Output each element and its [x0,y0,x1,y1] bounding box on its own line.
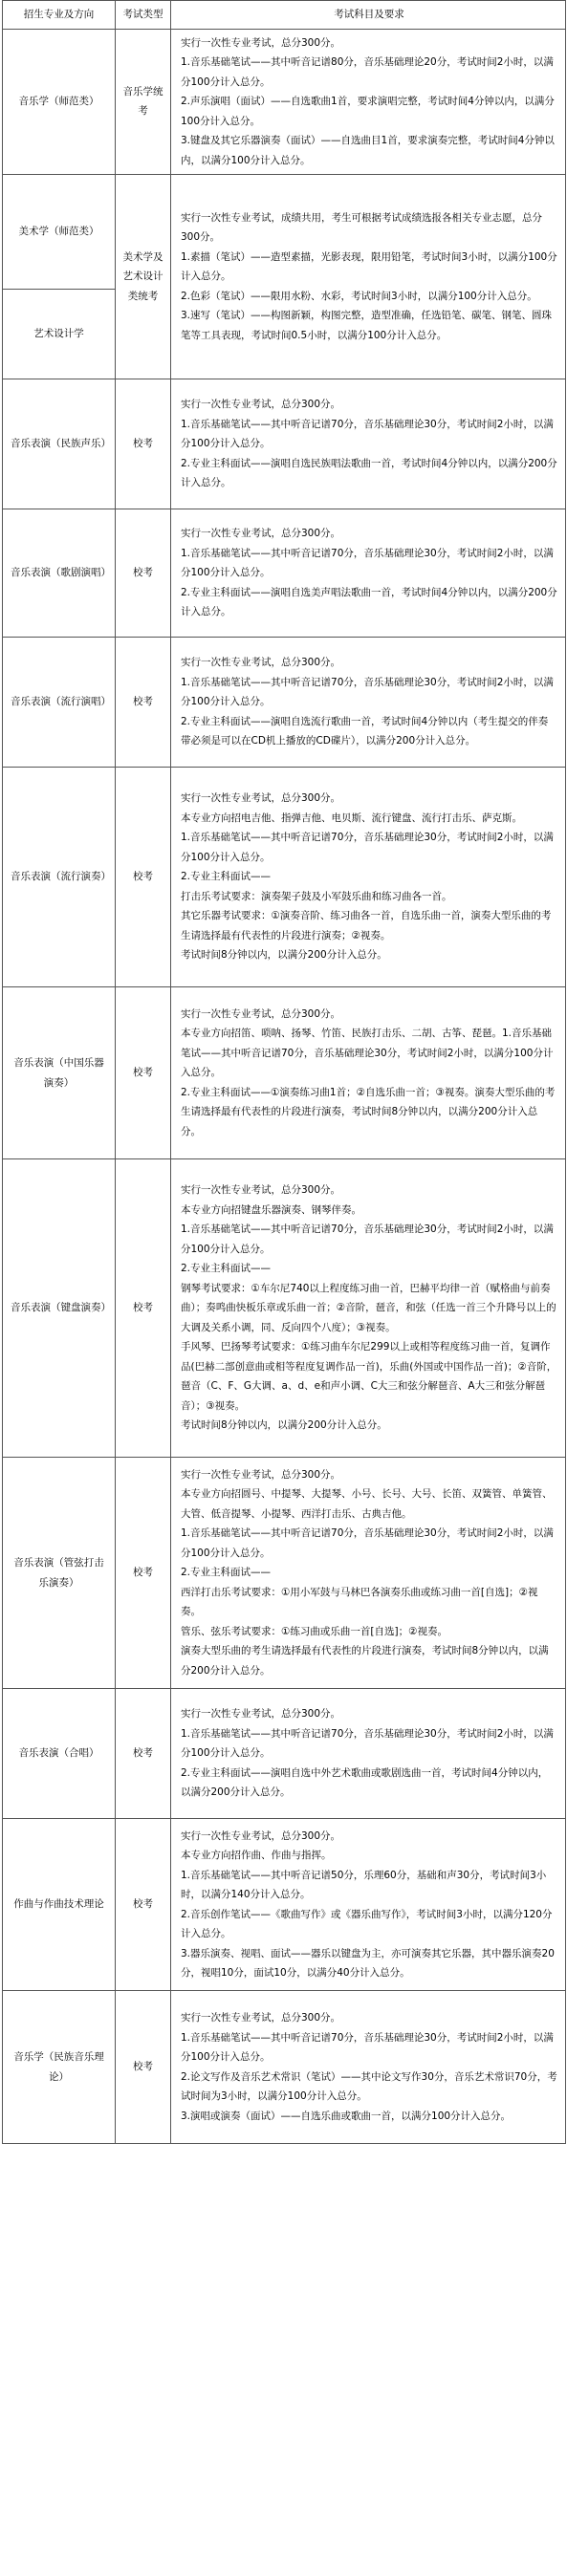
requirement-line: 2.专业主科面试—— [181,1567,272,1579]
requirement-line: 本专业方向招圆号、中提琴、大提琴、小号、长号、大号、长笛、双簧管、单簧管、大管、低音提琴、小提琴、西洋打击乐、古典吉他。 [181,1488,553,1520]
requirement-line: 1.音乐基础笔试——其中听音记谱50分，乐理60分，基础和声30分，考试时间3小时，以满分140分计入总分。 [181,1869,547,1900]
table-row [3,1689,566,1819]
requirement-line: 2.专业主科面试——演唱自选美声唱法歌曲一首，考试时间4分钟以内，以满分200分计入总分。 [181,586,557,618]
requirements-cell [171,1458,566,1689]
requirement-line: 实行一次性专业考试，总分300分。 [181,528,341,540]
requirement-line: 1.素描（笔试）——造型素描，光影表现，限用铅笔，考试时间3小时，以满分100分计入总分。 [181,250,557,283]
requirements-cell [171,1689,566,1819]
requirement-line: 3.演唱或演奏（面试）——自选乐曲或歌曲一首，以满分100分计入总分。 [181,2110,512,2122]
header-major: 招生专业及方向 [3,1,116,30]
major-cell: 音乐学（师范类） [3,29,116,175]
requirement-line: 3.键盘及其它乐器演奏（面试）——自选曲目1首，要求演奏完整，考试时间4分钟以内，以满分100分计入总分。 [181,135,555,166]
requirement-line: 实行一次性专业考试，总分300分。 [181,1007,341,1020]
table-row [3,29,566,175]
requirement-line: 实行一次性专业考试，总分300分。 [181,792,341,805]
requirement-line: 手风琴、巴扬琴考试要求：①练习曲车尔尼299以上或相等程度练习曲一首，复调作品(巴赫二部创意曲或相等程度复调作品一首)，乐曲(外国或中国作品一首)；②音阶，琶音（C、F、G大调、a、d、e和声小调、C大三和弦分解琶音、A大三和弦分解琶音）；③视奏。 [181,1341,557,1412]
exam-type-cell: 校考 [116,1689,171,1819]
requirement-line: 1.音乐基础笔试——其中听音记谱70分，音乐基础理论30分，考试时间2小时，以满分100分计入总分。 [181,418,554,450]
requirement-line: 演奏大型乐曲的考生请选择最有代表性的片段进行演奏，考试时间8分钟以内，以满分200分计入总分。 [181,1645,549,1677]
exam-type-cell: 校考 [116,768,171,987]
requirement-line: 2.专业主科面试——演唱自选中外艺术歌曲或歌剧选曲一首，考试时间4分钟以内，以满分200分计入总分。 [181,1766,549,1799]
requirement-line: 本专业方向招电吉他、指弹吉他、电贝斯、流行键盘、流行打击乐、萨克斯。 [181,812,522,824]
exam-type-cell: 校考 [116,379,171,509]
requirement-line: 3.器乐演奏、视唱、面试——器乐以键盘为主，亦可演奏其它乐器，其中器乐演奏20分，视唱10分，面试10分，以满分40分计入总分。 [181,1947,555,1979]
table-row [3,509,566,638]
requirement-line: 3.速写（笔试）——构图新颖，构图完整，造型准确，任选铅笔、碳笔、钢笔、圆珠笔等工具表现，考试时间0.5小时，以满分100分计入总分。 [181,310,553,341]
requirement-line: 考试时间8分钟以内，以满分200分计入总分。 [181,949,387,962]
requirement-line: 本专业方向招笛、唢呐、扬琴、竹笛、民族打击乐、二胡、古筝、琵琶。1.音乐基础笔试——其中听音记谱70分，音乐基础理论30分，考试时间2小时，以满分100分计入总分。 [181,1028,554,1079]
requirement-line: 1.音乐基础笔试——其中听音记谱70分，音乐基础理论30分，考试时间2小时，以满分100分计入总分。 [181,676,554,708]
exam-type-cell: 校考 [116,1991,171,2144]
requirement-line: 钢琴考试要求：①车尔尼740以上程度练习曲一首，巴赫平均律一首（赋格曲与前奏曲）；奏鸣曲快板乐章或乐曲一首；②音阶，琶音，和弦（任选一首三个升降号以上的大调及关系小调，同、反向四个八度）；③视奏。 [181,1282,556,1333]
requirement-line: 2.专业主科面试——演唱自选民族唱法歌曲一首，考试时间4分钟以内，以满分200分计入总分。 [181,457,557,489]
requirement-line: 管乐、弦乐考试要求：①练习曲或乐曲一首[自选]；②视奏。 [181,1625,448,1637]
requirement-line: 2.专业主科面试——①演奏练习曲1首；②自选乐曲一首；③视奏。演奏大型乐曲的考生请选择最有代表性的片段进行演奏，考试时间8分钟以内，以满分200分计入总分。 [181,1086,556,1137]
requirement-line: 1.音乐基础笔试——其中听音记谱80分，音乐基础理论20分，考试时间2小时，以满分100分计入总分。 [181,56,554,88]
major-cell: 音乐表演（管弦打击乐演奏） [3,1458,116,1689]
requirement-line: 实行一次性专业考试，总分300分。 [181,1829,341,1842]
table-row [3,1991,566,2144]
exam-type-cell: 校考 [116,1819,171,1991]
header-subjects: 考试科目及要求 [171,1,566,30]
requirement-line: 西洋打击乐考试要求：①用小军鼓与马林巴各演奏乐曲或练习曲一首[自选]；②视奏。 [181,1586,538,1618]
requirement-line: 1.音乐基础笔试——其中听音记谱70分，音乐基础理论30分，考试时间2小时，以满分100分计入总分。 [181,2031,554,2063]
exam-type-cell: 校考 [116,1159,171,1458]
admission-exam-table [2,0,566,2144]
requirement-line: 2.专业主科面试—— [181,871,272,883]
requirements-cell [171,379,566,509]
requirement-line: 实行一次性专业考试，总分300分。 [181,1184,341,1197]
exam-type-cell: 音乐学统考 [116,29,171,175]
requirements-cell [171,1819,566,1991]
table-row [3,1458,566,1689]
exam-type-cell: 校考 [116,509,171,638]
requirements-cell [171,987,566,1159]
exam-type-cell: 校考 [116,987,171,1159]
requirement-line: 本专业方向招键盘乐器演奏、钢琴伴奏。 [181,1203,361,1216]
requirement-line: 1.音乐基础笔试——其中听音记谱70分，音乐基础理论30分，考试时间2小时，以满分100分计入总分。 [181,1527,554,1559]
requirements-cell [171,29,566,175]
major-cell: 音乐学（民族音乐理论） [3,1991,116,2144]
requirements-cell [171,1991,566,2144]
requirement-line: 2.声乐演唱（面试）——自选歌曲1首，要求演唱完整，考试时间4分钟以内，以满分100分计入总分。 [181,96,555,127]
major-cell: 音乐表演（民族声乐） [3,379,116,509]
requirement-line: 实行一次性专业考试，总分300分。 [181,1708,341,1721]
requirement-line: 其它乐器考试要求：①演奏音阶、练习曲各一首，自选乐曲一首，演奏大型乐曲的考生请选择最有代表性的片段进行演奏；②视奏。 [181,910,552,942]
exam-type-cell: 美术学及艺术设计类统考 [116,175,171,379]
requirement-line: 实行一次性专业考试，成绩共用，考生可根据考试成绩选报各相关专业志愿，总分300分。 [181,211,542,244]
requirements-cell [171,175,566,379]
exam-type-cell: 校考 [116,1458,171,1689]
requirement-line: 实行一次性专业考试，总分300分。 [181,1468,341,1481]
requirement-line: 1.音乐基础笔试——其中听音记谱70分，音乐基础理论30分，考试时间2小时，以满分100分计入总分。 [181,832,554,863]
exam-type-cell: 校考 [116,638,171,768]
requirement-line: 实行一次性专业考试，总分300分。 [181,2012,341,2024]
requirement-line: 2.色彩（笔试）——限用水粉、水彩，考试时间3小时，以满分100分计入总分。 [181,290,537,302]
requirement-line: 2.音乐创作笔试——《歌曲写作》或《器乐曲写作》，考试时间3小时，以满分120分计入总分。 [181,1908,553,1939]
major-cell: 艺术设计学 [3,290,116,379]
requirement-line: 考试时间8分钟以内，以满分200分计入总分。 [181,1419,387,1432]
requirements-cell [171,638,566,768]
table-row [3,987,566,1159]
major-cell: 音乐表演（流行演奏） [3,768,116,987]
requirements-cell [171,1159,566,1458]
requirement-line: 1.音乐基础笔试——其中听音记谱70分，音乐基础理论30分，考试时间2小时，以满分100分计入总分。 [181,1223,554,1255]
requirement-line: 2.论文写作及音乐艺术常识（笔试）——其中论文写作30分，音乐艺术常识70分，考试时间为3小时，以满分100分计入总分。 [181,2070,557,2102]
major-cell: 音乐表演（流行演唱） [3,638,116,768]
table-row [3,1819,566,1991]
table-row [3,768,566,987]
major-cell: 音乐表演（合唱） [3,1689,116,1819]
requirement-line: 实行一次性专业考试，总分300分。 [181,399,341,411]
header-exam-type: 考试类型 [116,1,171,30]
major-cell: 音乐表演（中国乐器演奏） [3,987,116,1159]
requirement-line: 1.音乐基础笔试——其中听音记谱70分，音乐基础理论30分，考试时间2小时，以满分100分计入总分。 [181,1727,554,1760]
requirement-line: 打击乐考试要求：演奏架子鼓及小军鼓乐曲和练习曲各一首。 [181,890,452,902]
requirement-line: 1.音乐基础笔试——其中听音记谱70分，音乐基础理论30分，考试时间2小时，以满分100分计入总分。 [181,547,554,579]
table-row [3,175,566,290]
requirements-cell [171,509,566,638]
table-row [3,379,566,509]
major-cell: 美术学（师范类） [3,175,116,290]
major-cell: 作曲与作曲技术理论 [3,1819,116,1991]
requirement-line: 实行一次性专业考试，总分300分。 [181,657,341,669]
major-cell: 音乐表演（键盘演奏） [3,1159,116,1458]
requirement-line: 2.专业主科面试—— [181,1263,272,1275]
table-row [3,638,566,768]
requirement-line: 实行一次性专业考试，总分300分。 [181,36,341,49]
major-cell: 音乐表演（歌剧演唱） [3,509,116,638]
requirements-cell [171,768,566,987]
requirement-line: 本专业方向招作曲、作曲与指挥。 [181,1850,332,1861]
requirement-line: 2.专业主科面试——演唱自选流行歌曲一首，考试时间4分钟以内（考生提交的伴奏带必须是可以在CD机上播放的CD碟片），以满分200分计入总分。 [181,715,549,747]
table-header-row [3,1,566,30]
table-row [3,1159,566,1458]
